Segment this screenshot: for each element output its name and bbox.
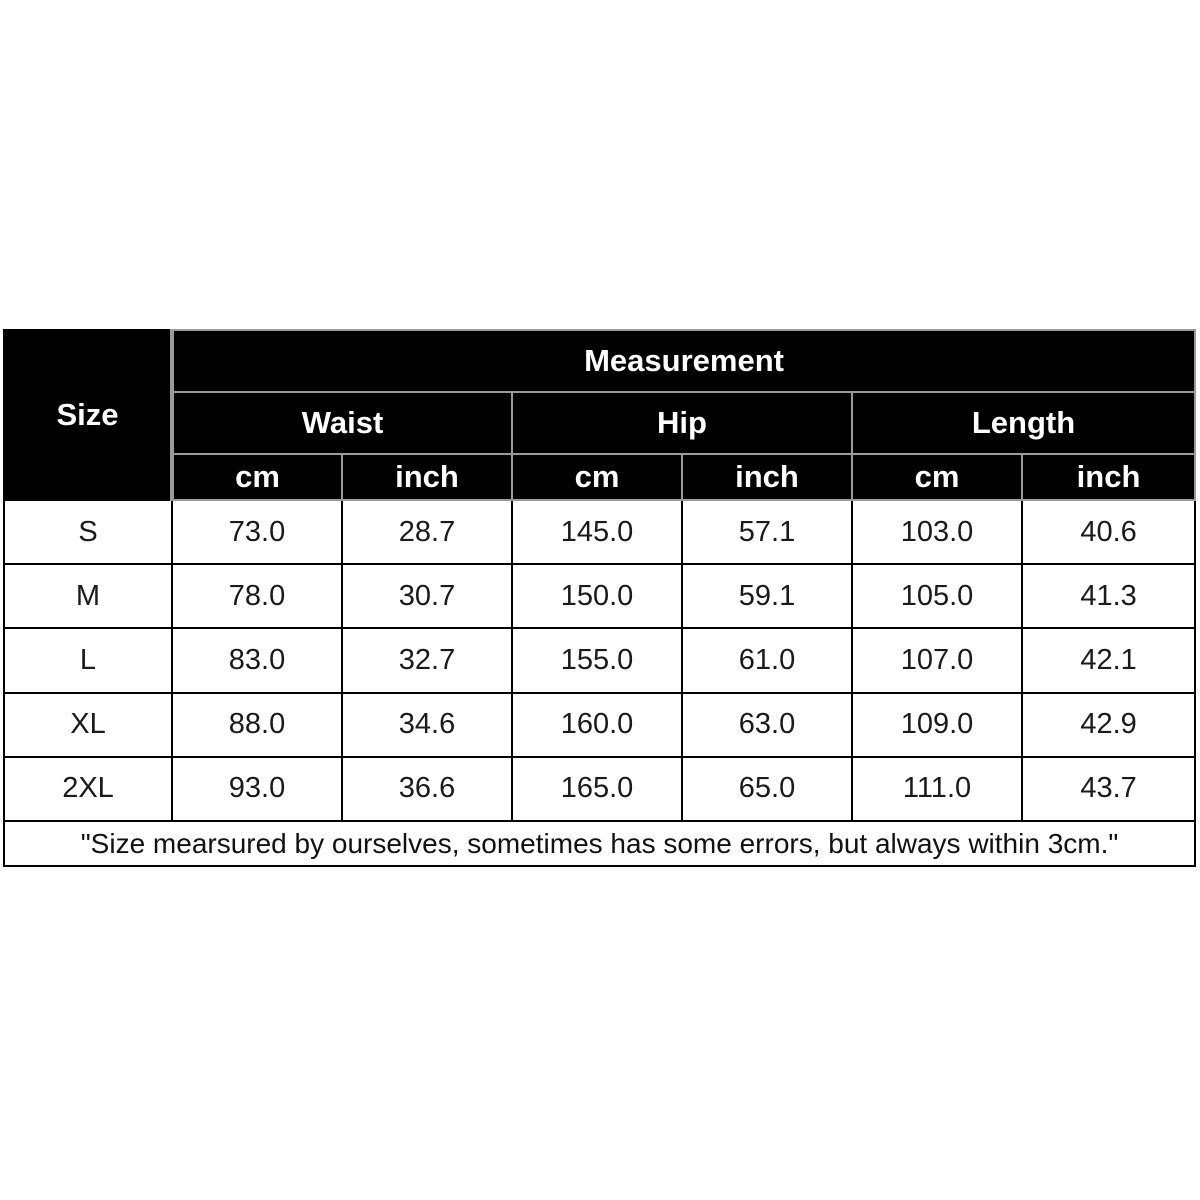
unit-header: cm: [512, 454, 682, 500]
size-cell: 2XL: [4, 757, 172, 821]
table-cell: 63.0: [682, 693, 852, 757]
table-cell: 42.1: [1022, 628, 1195, 692]
table-cell: 61.0: [682, 628, 852, 692]
table-cell: 93.0: [172, 757, 342, 821]
table-cell: 65.0: [682, 757, 852, 821]
size-header: Size: [4, 330, 172, 500]
table-cell: 109.0: [852, 693, 1022, 757]
size-cell: L: [4, 628, 172, 692]
table-cell: 103.0: [852, 500, 1022, 564]
table-row: [4, 564, 1195, 628]
unit-header: inch: [342, 454, 512, 500]
table-row: [4, 693, 1195, 757]
table-row: [4, 757, 1195, 821]
table-cell: 111.0: [852, 757, 1022, 821]
unit-header: inch: [682, 454, 852, 500]
table-cell: 30.7: [342, 564, 512, 628]
table-cell: 155.0: [512, 628, 682, 692]
table-cell: 42.9: [1022, 693, 1195, 757]
unit-header: inch: [1022, 454, 1195, 500]
table-cell: 59.1: [682, 564, 852, 628]
note-row: [4, 821, 1195, 866]
table-cell: 145.0: [512, 500, 682, 564]
table-cell: 150.0: [512, 564, 682, 628]
hip-header: Hip: [512, 392, 852, 454]
size-cell: XL: [4, 693, 172, 757]
table-cell: 41.3: [1022, 564, 1195, 628]
measurement-header: Measurement: [172, 330, 1195, 392]
table-cell: 36.6: [342, 757, 512, 821]
table-cell: 165.0: [512, 757, 682, 821]
size-cell: S: [4, 500, 172, 564]
table-cell: 105.0: [852, 564, 1022, 628]
table-row: [4, 628, 1195, 692]
table-cell: 78.0: [172, 564, 342, 628]
length-header: Length: [852, 392, 1195, 454]
unit-header: cm: [172, 454, 342, 500]
table-cell: 88.0: [172, 693, 342, 757]
waist-header: Waist: [172, 392, 512, 454]
table-cell: 34.6: [342, 693, 512, 757]
table-cell: 43.7: [1022, 757, 1195, 821]
table-row: [4, 500, 1195, 564]
table-cell: 83.0: [172, 628, 342, 692]
unit-header: cm: [852, 454, 1022, 500]
table-cell: 73.0: [172, 500, 342, 564]
table-cell: 28.7: [342, 500, 512, 564]
size-chart-table: [3, 329, 1196, 867]
table-cell: 107.0: [852, 628, 1022, 692]
table-cell: 57.1: [682, 500, 852, 564]
table-cell: 40.6: [1022, 500, 1195, 564]
size-note: "Size mearsured by ourselves, sometimes has some errors, but always within 3cm.": [4, 821, 1195, 866]
size-cell: M: [4, 564, 172, 628]
table-cell: 32.7: [342, 628, 512, 692]
table-cell: 160.0: [512, 693, 682, 757]
